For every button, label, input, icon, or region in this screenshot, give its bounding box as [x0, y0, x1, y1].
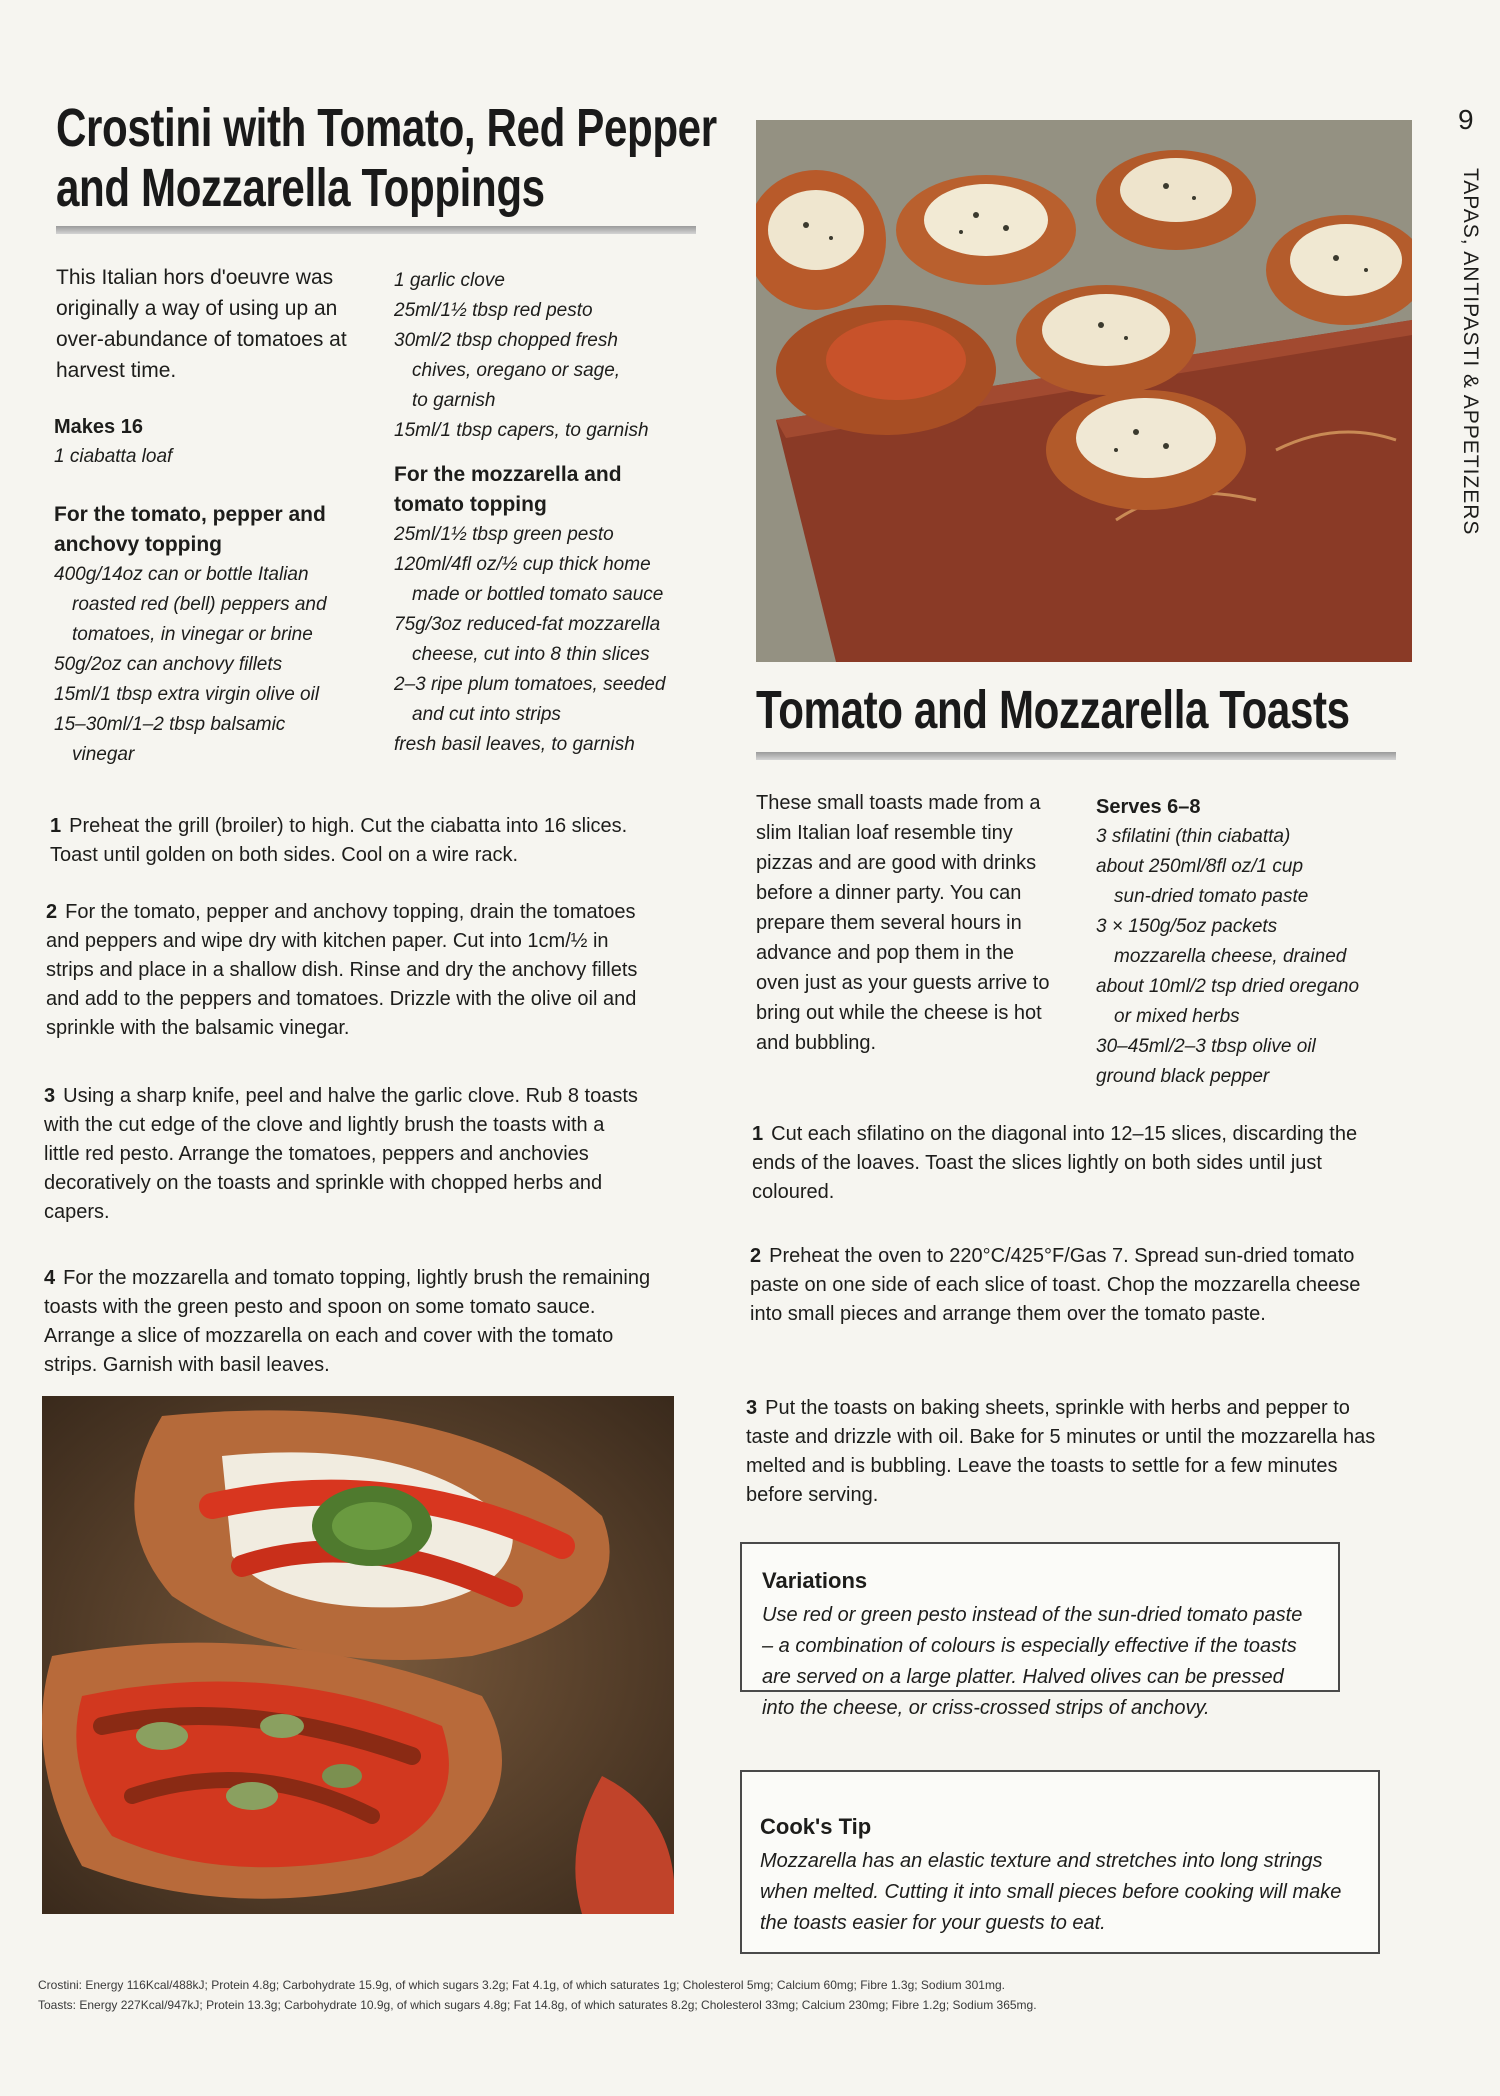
- group1-heading: For the tomato, pepper and anchovy topping: [54, 503, 326, 556]
- ingredient-item: 15ml/1 tbsp extra virgin olive oil: [54, 684, 320, 705]
- step-number: 3: [44, 1085, 56, 1107]
- recipe1-ingredients-col1: [54, 412, 364, 770]
- step-text: Preheat the grill (broiler) to high. Cut the ciabatta into 16 slices. Toast until golden on both sides. Cool on a wire rack.: [50, 815, 628, 866]
- ingredient-item: 30–45ml/2–3 tbsp olive oil: [1096, 1036, 1316, 1057]
- recipe1-step-3: [44, 1082, 644, 1227]
- cooks-tip-text: Mozzarella has an elastic texture and stretches into long strings when melted. Cutting it into small pieces before cooking will make the toasts easier for your guests to eat.: [760, 1850, 1342, 1934]
- recipe2-step-1: [752, 1120, 1388, 1207]
- ingredient-item: 1 garlic clove: [394, 270, 505, 291]
- recipe2-step-3: [746, 1394, 1382, 1510]
- ingredient-item: about 10ml/2 tsp dried oregano: [1096, 976, 1360, 997]
- makes-item: 1 ciabatta loaf: [54, 446, 173, 467]
- section-title: TAPAS, ANTIPASTI & APPETIZERS: [1459, 168, 1482, 536]
- ingredient-item: 15–30ml/1–2 tbsp balsamic: [54, 714, 286, 735]
- toasts-photo-image: [756, 120, 1412, 662]
- ingredient-item: fresh basil leaves, to garnish: [394, 734, 635, 755]
- ingredient-item: mozzarella cheese, drained: [1114, 946, 1347, 967]
- step-number: 1: [752, 1123, 764, 1145]
- ingredient-item: 2–3 ripe plum tomatoes, seeded: [394, 674, 666, 695]
- crostini-photo: [42, 1396, 674, 1914]
- serves-label: Serves 6–8: [1096, 796, 1201, 818]
- recipe1-step-4: [44, 1264, 666, 1380]
- ingredient-item: 3 × 150g/5oz packets: [1096, 916, 1278, 937]
- ingredient-item: about 250ml/8fl oz/1 cup: [1096, 856, 1304, 877]
- step-text: For the mozzarella and tomato topping, lightly brush the remaining toasts with the green pesto and spoon on some tomato sauce. Arrange a slice of mozzarella on each and cover with the tomato strips. Garnish with basil leaves.: [44, 1267, 651, 1376]
- recipe1-step-2: [46, 898, 652, 1043]
- ingredient-item: ground black pepper: [1096, 1066, 1270, 1087]
- nutrition-crostini: Crostini: Energy 116Kcal/488kJ; Protein 4.8g; Carbohydrate 15.9g, of which sugars 3.2g; Fat 4.1g, of which saturates 1g; Cholesterol 5mg; Calcium 60mg; Fibre 1.3g; Sodium 301mg.: [38, 1978, 1005, 1992]
- variations-heading: Variations: [762, 1568, 868, 1593]
- recipe1-title-line2: and Mozzarella Toppings: [56, 158, 545, 219]
- ingredient-item: vinegar: [72, 744, 135, 765]
- recipe1-intro: This Italian hors d'oeuvre was originally a way of using up an over-abundance of tomatoes at harvest time.: [56, 266, 347, 382]
- ingredient-item: 120ml/4fl oz/½ cup thick home: [394, 554, 651, 575]
- ingredient-item: 75g/3oz reduced-fat mozzarella: [394, 614, 661, 635]
- ingredient-item: tomatoes, in vinegar or brine: [72, 624, 313, 645]
- ingredient-item: roasted red (bell) peppers and: [72, 594, 327, 615]
- recipe2-title: Tomato and Mozzarella Toasts: [756, 680, 1350, 740]
- recipe2-title-rule: [756, 752, 1396, 760]
- step-number: 1: [50, 815, 62, 837]
- step-text: For the tomato, pepper and anchovy topping, drain the tomatoes and peppers and wipe dry with kitchen paper. Cut into 1cm/½ in strips and place in a shallow dish. Rinse and dry the anchovy fillets and add to the peppers and tomatoes. Drizzle with the olive oil and sprinkle with the balsamic vinegar.: [46, 901, 638, 1039]
- nutrition-toasts: Toasts: Energy 227Kcal/947kJ; Protein 13.3g; Carbohydrate 10.9g, of which sugars 4.8g; Fat 14.8g, of which saturates 8.2g; Cholesterol 33mg; Calcium 230mg; Fibre 1.2g; Sodium 365mg.: [38, 1998, 1037, 2012]
- step-text: Preheat the oven to 220°C/425°F/Gas 7. Spread sun-dried tomato paste on one side of each slice of toast. Chop the mozzarella cheese into small pieces and arrange them over the tomato paste.: [750, 1245, 1361, 1325]
- ingredient-item: cheese, cut into 8 thin slices: [412, 644, 650, 665]
- recipe2-step-2: [750, 1242, 1386, 1329]
- step-text: Cut each sfilatino on the diagonal into 12–15 slices, discarding the ends of the loaves. Toast the slices lightly on both sides until just coloured.: [752, 1123, 1358, 1203]
- ingredient-item: 15ml/1 tbsp capers, to garnish: [394, 420, 649, 441]
- variations-text: Use red or green pesto instead of the sun-dried tomato paste – a combination of colours is especially effective if the toasts are served on a large platter. Halved olives can be pressed into the cheese, or criss-crossed strips of anchovy.: [762, 1604, 1303, 1719]
- ingredient-item: 3 sfilatini (thin ciabatta): [1096, 826, 1291, 847]
- ingredient-item: 400g/14oz can or bottle Italian: [54, 564, 309, 585]
- recipe1-title-line1: Crostini with Tomato, Red Pepper: [56, 98, 717, 158]
- ingredient-item: 25ml/1½ tbsp red pesto: [394, 300, 593, 321]
- recipe2-ingredients: [1096, 792, 1396, 1092]
- cooks-tip-box: [740, 1770, 1380, 1954]
- recipe1-ingredients-col2: [394, 266, 694, 760]
- toasts-photo: [756, 120, 1412, 662]
- ingredient-item: to garnish: [412, 390, 496, 411]
- recipe1-title: [56, 98, 717, 228]
- ingredient-item: 50g/2oz can anchovy fillets: [54, 654, 283, 675]
- step-text: Using a sharp knife, peel and halve the garlic clove. Rub 8 toasts with the cut edge of the clove and lightly brush the toasts with a little red pesto. Arrange the tomatoes, peppers and anchovies decoratively on the toasts and sprinkle with chopped herbs and capers.: [44, 1085, 638, 1223]
- group2-heading: For the mozzarella and tomato topping: [394, 463, 622, 516]
- step-number: 2: [46, 901, 58, 923]
- cooks-tip-heading: Cook's Tip: [760, 1814, 872, 1839]
- variations-box: [740, 1542, 1340, 1719]
- makes-label: Makes 16: [54, 416, 143, 438]
- recipe2-intro: These small toasts made from a slim Italian loaf resemble tiny pizzas and are good with drinks before a dinner party. You can prepare them several hours in advance and pop them in the oven just as your guests arrive to bring out while the cheese is hot and bubbling.: [756, 792, 1050, 1054]
- recipe1-title-rule: [56, 226, 696, 234]
- ingredient-item: chives, oregano or sage,: [412, 360, 621, 381]
- ingredient-item: sun-dried tomato paste: [1114, 886, 1309, 907]
- ingredient-item: and cut into strips: [412, 704, 561, 725]
- ingredient-item: 30ml/2 tbsp chopped fresh: [394, 330, 618, 351]
- crostini-photo-image: [42, 1396, 674, 1914]
- ingredient-item: or mixed herbs: [1114, 1006, 1240, 1027]
- ingredient-item: made or bottled tomato sauce: [412, 584, 664, 605]
- step-number: 4: [44, 1267, 56, 1289]
- ingredient-item: 25ml/1½ tbsp green pesto: [394, 524, 614, 545]
- step-text: Put the toasts on baking sheets, sprinkle with herbs and pepper to taste and drizzle with oil. Bake for 5 minutes or until the mozzarella has melted and is bubbling. Leave the toasts to settle for a few minutes before serving.: [746, 1397, 1376, 1506]
- step-number: 2: [750, 1245, 762, 1267]
- step-number: 3: [746, 1397, 758, 1419]
- recipe1-step-1: [50, 812, 650, 870]
- page-number: 9: [1458, 104, 1474, 135]
